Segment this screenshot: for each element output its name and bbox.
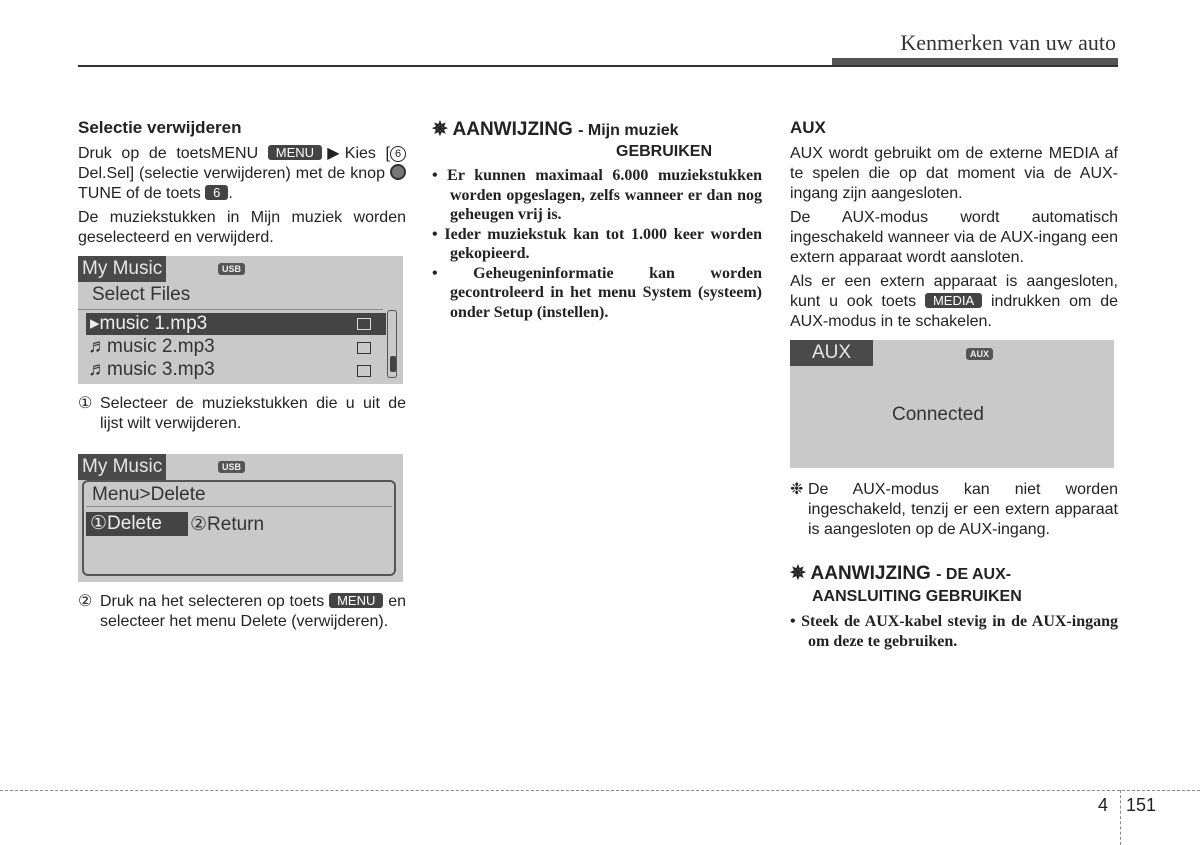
instruction-text: Druk op de toetsMENU xyxy=(78,145,259,162)
note-subtitle: - Mijn muziek xyxy=(578,122,679,139)
page-header-title: Kenmerken van uw auto xyxy=(900,30,1116,55)
footnote-mark-icon: ❉ xyxy=(790,481,804,498)
chapter-number: 4 xyxy=(1098,795,1109,815)
my-music-delete-screen xyxy=(78,454,403,582)
delete-option-selected: ①Delete xyxy=(86,512,188,536)
note-label: AANWIJZING xyxy=(810,563,931,584)
note-subtitle: AANSLUITING GEBRUIKEN xyxy=(812,588,1022,605)
page-number: 151 xyxy=(1126,795,1157,815)
file-row: ♬music 2.mp3 xyxy=(88,336,215,357)
file-row: ♬music 3.mp3 xyxy=(88,359,215,380)
menu-key-badge: MENU xyxy=(329,593,383,608)
list-item: • Er kunnen maximaal 6.000 muziekstukken worden opgeslagen, zelfs wanneer er dan nog geheugen vrij is. xyxy=(432,167,762,223)
description-paragraph: De muziekstukken in Mijn muziek worden geselecteerd en verwijderd. xyxy=(78,209,406,246)
checkbox-icon xyxy=(357,365,371,377)
step-number: ① xyxy=(78,395,93,412)
section-heading-delete: Selectie verwijderen xyxy=(78,118,242,137)
footer-vertical-divider xyxy=(1120,790,1121,845)
bullet-text: Er kunnen maximaal 6.000 muziekstukken worden opgeslagen, zelfs wanneer er dan nog geheugen vrij is. xyxy=(447,167,762,223)
instruction-text: ▶Kies [ xyxy=(322,145,390,162)
bullet-text: Steek de AUX-kabel stevig in de AUX-ingang om deze te gebruiken. xyxy=(801,613,1119,650)
aux-text: Als er een extern apparaat is aangesloten, kunt u ook toets xyxy=(790,273,1118,310)
section-heading-aux: AUX xyxy=(790,118,826,137)
aux-paragraph xyxy=(790,272,1118,332)
aux-paragraph: De AUX-modus wordt automatisch ingeschakeld wanneer via de AUX-ingang een extern apparaat wordt aansloten. xyxy=(790,209,1118,266)
my-music-select-screen xyxy=(78,256,403,384)
note-subtitle: - DE AUX- xyxy=(936,566,1012,583)
note-subtitle-line2 xyxy=(432,141,762,162)
screen-divider xyxy=(78,309,383,310)
column-2 xyxy=(432,118,762,322)
key-6-badge: 6 xyxy=(205,185,228,200)
aux-footnote xyxy=(790,480,1118,540)
list-item: • Steek de AUX-kabel stevig in de AUX-ingang om deze te gebruiken. xyxy=(790,613,1119,650)
tune-knob-icon xyxy=(390,164,406,180)
step-1 xyxy=(78,394,406,434)
note-star-icon: ✵ xyxy=(790,563,806,584)
step-2 xyxy=(78,592,406,632)
aux-paragraph: AUX wordt gebruikt om de externe MEDIA af te spelen die op dat moment via de AUX-ingang zijn aangesloten. xyxy=(790,145,1118,202)
menu-key-badge: MENU xyxy=(268,145,322,160)
footnote-text: De AUX-modus kan niet worden ingeschakeld, tenzij er een extern apparaat is aangesloten op de AUX-ingang. xyxy=(808,481,1118,538)
checkbox-icon xyxy=(357,342,371,354)
step-text-part: Druk na het selecteren op toets xyxy=(100,593,325,610)
aux-text: indrukken om de AUX-modus in te schakelen. xyxy=(790,293,1118,330)
column-1 xyxy=(78,118,406,632)
instruction-paragraph xyxy=(78,144,406,204)
header-rule xyxy=(78,65,1118,67)
step-number: ② xyxy=(78,593,93,610)
scrollbar-thumb xyxy=(390,356,396,372)
number-6-icon: 6 xyxy=(390,146,406,162)
aux-badge: AUX xyxy=(966,348,993,360)
bullet-text: Geheugeninformatie kan worden gecontroleerd in het menu System (systeem) onder Setup (instellen). xyxy=(450,264,762,321)
note-bullet-list xyxy=(432,166,762,322)
note-subtitle-line2 xyxy=(790,585,1118,608)
screen-title: AUX xyxy=(790,340,873,366)
file-row-selected: ▸music 1.mp3 xyxy=(86,313,386,335)
aux-connected-screen xyxy=(790,340,1114,468)
dialog-title: Menu>Delete xyxy=(92,484,206,505)
step-text-part: en selecteer het menu Delete (verwijderen). xyxy=(100,593,406,630)
step-text xyxy=(100,592,406,632)
instruction-text: . xyxy=(228,185,233,202)
screen-subtitle: Select Files xyxy=(92,284,191,305)
list-item: • Geheugeninformatie kan worden gecontroleerd in het menu System (systeem) onder Setup (instellen). xyxy=(432,264,762,321)
list-item: • Ieder muziekstuk kan tot 1.000 keer worden gekopieerd. xyxy=(432,225,763,262)
note-heading xyxy=(790,562,1118,585)
footer-divider xyxy=(0,790,1200,791)
usb-badge: USB xyxy=(218,461,245,473)
checkbox-icon xyxy=(357,318,371,330)
instruction-text: TUNE of de toets xyxy=(78,185,201,202)
note-subtitle: GEBRUIKEN xyxy=(616,143,713,160)
step-text: Selecteer de muziekstukken die u uit de lijst wilt verwijderen. xyxy=(100,395,406,432)
screen-divider xyxy=(86,506,392,507)
note-star-icon: ✵ xyxy=(432,119,448,140)
usb-badge: USB xyxy=(218,263,245,275)
note-label: AANWIJZING xyxy=(452,119,573,140)
screen-title: My Music xyxy=(78,256,166,282)
screen-title: My Music xyxy=(78,454,166,480)
note-heading xyxy=(432,118,762,141)
column-3 xyxy=(790,118,1118,651)
media-key-badge: MEDIA xyxy=(925,293,982,308)
bullet-text: Ieder muziekstuk kan tot 1.000 keer worden gekopieerd. xyxy=(444,225,763,262)
instruction-text: Del.Sel] (selectie verwijderen) met de knop xyxy=(78,165,385,182)
return-option: ②Return xyxy=(190,514,265,535)
note-bullet-list xyxy=(790,612,1118,651)
aux-status: Connected xyxy=(892,404,984,425)
